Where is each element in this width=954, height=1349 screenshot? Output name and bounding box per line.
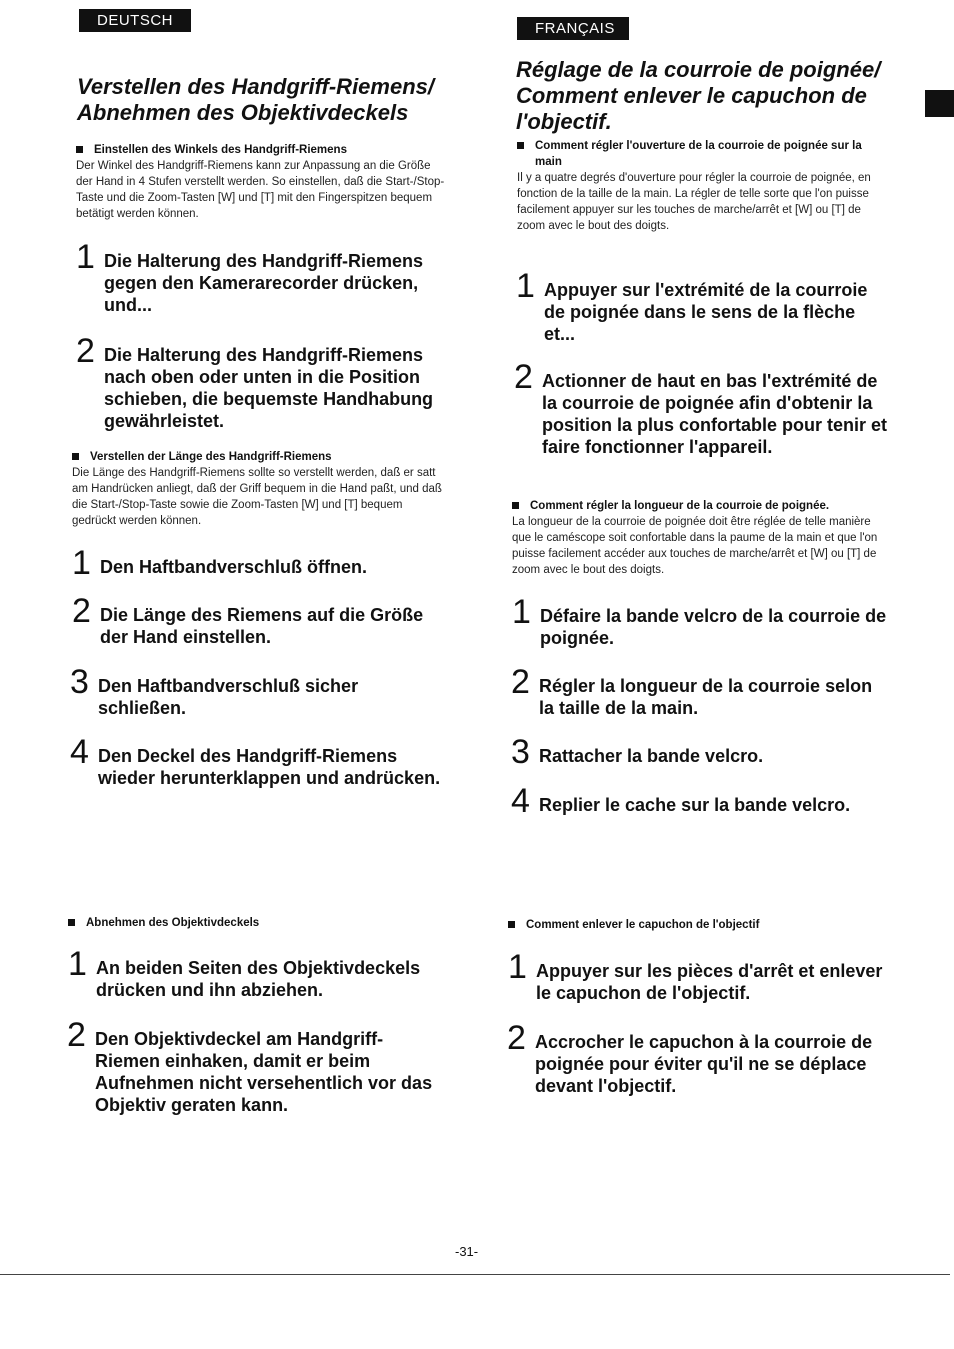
french-length-step-2 [511,663,888,719]
step-text: Rattacher la bande velcro. [539,746,764,766]
step-number: 3 [511,733,530,771]
step-text: Replier le cache sur la bande velcro. [539,795,851,815]
german-section-lens-cap [68,915,446,931]
german-section-length-heading: Verstellen der Länge des Handgriff-Riemens [72,449,446,465]
step-number: 1 [508,948,527,986]
step-number: 2 [507,1019,526,1057]
german-lens-cap-step-1 [68,945,446,1001]
step-number: 1 [516,267,535,305]
french-language-tag: FRANÇAIS [517,17,629,40]
french-section-opening [517,138,889,234]
step-text: Régler la longueur de la courroie selon la taille de la main. [539,676,873,718]
step-number: 1 [68,945,87,983]
step-text: Die Länge des Riemens auf die Größe der Hand einstellen. [100,605,424,647]
german-length-step-4 [70,733,446,789]
french-section-opening-text: Il y a quatre degrés d'ouverture pour régler la courroie de poignée, en fonction de la taille de la main. La régler de telle sorte que l'on puisse facilement appuyer sur les touches de marche/arrêt et [W] ou [T] de zoom avec le bout des doigts. [517,172,871,232]
step-number: 2 [76,332,95,370]
step-text: Den Objektivdeckel am Handgriff-Riemen einhaken, damit er beim Aufnehmen nicht versehentlich vor das Objektiv geraten kann. [95,1029,433,1115]
step-number: 2 [67,1016,86,1054]
french-length-step-4 [511,782,888,820]
step-number: 2 [514,358,533,396]
step-text: Den Deckel des Handgriff-Riemens wieder herunterklappen und andrücken. [98,746,441,788]
french-length-step-1 [512,593,888,649]
german-angle-step-1 [76,238,446,316]
step-number: 1 [72,544,91,582]
french-lens-cap-step-2 [507,1019,888,1097]
footer-rule [0,1274,950,1275]
german-section-length [72,449,446,529]
german-section-length-text: Die Länge des Handgriff-Riemens sollte so verstellt werden, daß er satt am Handrücken anliegt, daß der Griff bequem in die Hand paßt, und daß die Start-/Stop-Taste sowie die Zoom-Tasten [W] und [T] bequem gedrückt werden können. [72,467,442,527]
german-length-step-3 [70,663,446,719]
french-section-lens-cap [508,917,888,933]
step-number: 3 [70,663,89,701]
french-section-lens-cap-heading: Comment enlever le capuchon de l'objectif [508,917,888,933]
step-text: Accrocher le capuchon à la courroie de poignée pour éviter qu'il ne se déplace devant l'objectif. [535,1032,873,1096]
step-number: 2 [511,663,530,701]
german-section-angle [76,142,446,222]
french-lens-cap-step-1 [508,948,888,1004]
page-number: -31- [455,1244,479,1259]
step-text: Die Halterung des Handgriff-Riemens nach oben oder unten in die Position schieben, die bequemste Handhabung gewährleistet. [104,345,434,431]
german-length-step-2 [72,592,446,648]
page-tab-marker [925,90,954,117]
french-section-length-heading: Comment régler la longueur de la courroie de poignée. [512,498,888,514]
step-text: Appuyer sur l'extrémité de la courroie de poignée dans le sens de la flèche et... [544,280,868,344]
german-section-angle-text: Der Winkel des Handgriff-Riemens kann zur Anpassung an die Größe der Hand in 4 Stufen verstellt werden. So einstellen, daß die Start-/Stop-Taste und die Zoom-Tasten [W] und [T] mit den Fingerspitzen bequem betätigt werden können. [76,160,445,220]
german-language-tag: DEUTSCH [79,9,191,32]
german-section-angle-heading: Einstellen des Winkels des Handgriff-Riemens [76,142,446,158]
step-number: 2 [72,592,91,630]
step-number: 1 [76,238,95,276]
german-title: Verstellen des Handgriff-Riemens/ Abnehmen des Objektivdeckels [77,74,434,125]
french-title: Réglage de la courroie de poignée/ Comment enlever le capuchon de l'objectif. [516,57,881,134]
step-text: Défaire la bande velcro de la courroie de poignée. [540,606,887,648]
step-text: An beiden Seiten des Objektivdeckels drücken und ihn abziehen. [96,958,421,1000]
step-number: 1 [512,593,531,631]
step-text: Actionner de haut en bas l'extrémité de la courroie de poignée afin d'obtenir la position la plus confortable pour tenir et faire fonctionner l'appareil. [542,371,888,457]
step-text: Den Haftbandverschluß öffnen. [100,557,368,577]
german-section-lens-cap-heading: Abnehmen des Objektivdeckels [68,915,446,931]
french-section-length [512,498,888,578]
step-text: Den Haftbandverschluß sicher schließen. [98,676,359,718]
step-number: 4 [511,782,530,820]
german-angle-step-2 [76,332,446,432]
french-section-opening-heading: Comment régler l'ouverture de la courroie de poignée sur la main [517,138,889,170]
french-section-length-text: La longueur de la courroie de poignée doit être réglée de telle manière que le caméscope soit confortable dans la paume de la main et que l'on puisse facilement accéder aux touches de marche/arrêt et [W] ou [T] de zoom avec le bout des doigts. [512,516,878,576]
step-text: Die Halterung des Handgriff-Riemens gegen den Kamerarecorder drücken, und... [104,251,424,315]
german-length-step-1 [72,544,446,582]
french-opening-step-2 [514,358,888,458]
french-opening-step-1 [516,267,888,345]
step-number: 4 [70,733,89,771]
step-text: Appuyer sur les pièces d'arrêt et enlever le capuchon de l'objectif. [536,961,883,1003]
german-lens-cap-step-2 [67,1016,446,1116]
french-length-step-3 [511,733,888,771]
